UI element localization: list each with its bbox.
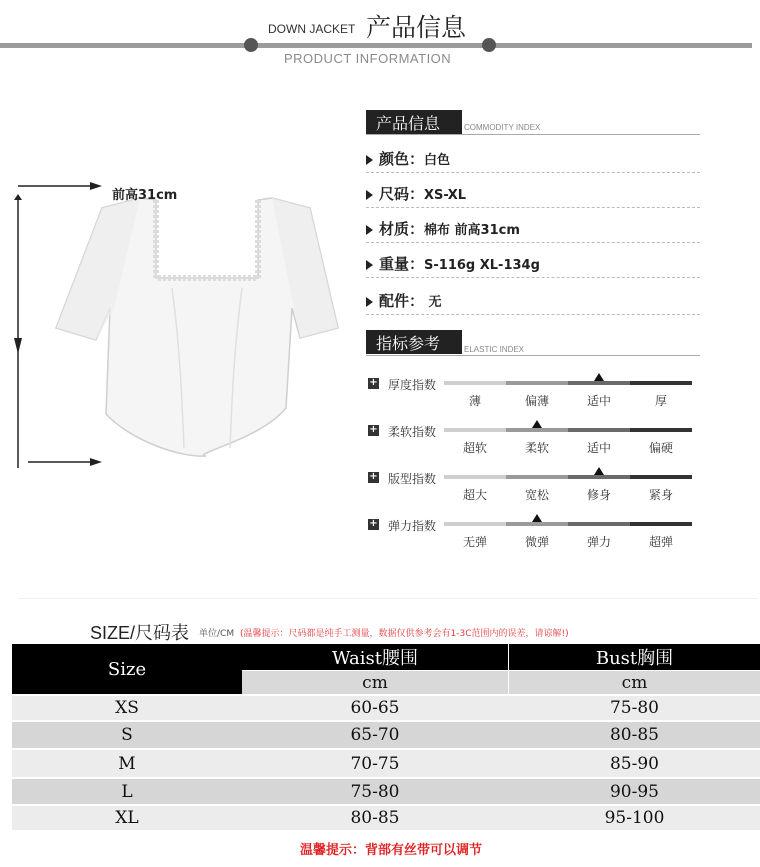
size-section-divider bbox=[18, 598, 758, 599]
size-table-unit: 单位/CM bbox=[199, 629, 235, 639]
garment-illustration bbox=[10, 178, 350, 478]
header-right-dot bbox=[482, 38, 496, 52]
index-segment bbox=[444, 428, 506, 432]
attribute-label: 材质： bbox=[379, 220, 425, 238]
index-rule bbox=[366, 355, 700, 356]
index-segment bbox=[506, 475, 568, 479]
index-level-label: 微弹 bbox=[524, 535, 549, 549]
index-bar-en: ELASTIC INDEX bbox=[464, 345, 525, 354]
index-segment bbox=[630, 381, 692, 385]
index-marker-icon bbox=[532, 514, 542, 522]
index-marker-icon bbox=[594, 467, 604, 475]
triangle-bullet-icon bbox=[366, 260, 373, 270]
header-subtitle: PRODUCT INFORMATION bbox=[284, 51, 452, 66]
index-marker-icon bbox=[594, 373, 604, 381]
table-cell-bust: 80-85 bbox=[609, 725, 659, 745]
index-level-label: 柔软 bbox=[524, 441, 549, 455]
attribute-value: XS-XL bbox=[424, 188, 467, 203]
product-info-bar-en: COMMODITY INDEX bbox=[464, 123, 541, 132]
index-level-label: 薄 bbox=[468, 394, 481, 408]
index-level-label: 适中 bbox=[586, 441, 611, 455]
index-level-label: 超弹 bbox=[648, 535, 673, 549]
index-segment bbox=[506, 381, 568, 385]
index-level-label: 超软 bbox=[462, 441, 487, 455]
index-level-label: 无弹 bbox=[462, 535, 487, 549]
table-cell-bust: 85-90 bbox=[609, 753, 659, 774]
index-name: 柔软指数 bbox=[388, 425, 437, 439]
index-level-label: 偏硬 bbox=[648, 441, 673, 455]
table-cell-waist: 80-85 bbox=[350, 808, 400, 828]
header-title-en: DOWN JACKET bbox=[268, 22, 356, 36]
index-name: 弹力指数 bbox=[388, 519, 437, 533]
product-info-rule bbox=[366, 134, 700, 135]
header-title-zh: 产品信息 bbox=[366, 13, 467, 42]
index-level-label: 适中 bbox=[586, 394, 611, 408]
attribute-row bbox=[366, 183, 466, 204]
attribute-divider bbox=[366, 242, 700, 243]
index-level-label: 修身 bbox=[586, 488, 611, 502]
index-segment bbox=[568, 522, 630, 526]
header-left-dot bbox=[244, 38, 258, 52]
unit-waist: cm bbox=[242, 671, 508, 694]
attribute-row bbox=[366, 290, 442, 311]
bottom-arrow-head bbox=[90, 458, 102, 466]
triangle-bullet-icon bbox=[366, 155, 373, 165]
table-cell-size: S bbox=[121, 725, 133, 745]
index-segment bbox=[568, 381, 630, 385]
attribute-value: S-116g XL-134g bbox=[424, 258, 540, 273]
index-segment bbox=[506, 522, 568, 526]
index-row bbox=[366, 425, 696, 465]
index-level-label: 紧身 bbox=[648, 488, 673, 502]
index-row bbox=[366, 472, 696, 512]
index-name: 厚度指数 bbox=[388, 378, 437, 392]
attribute-divider bbox=[366, 172, 700, 173]
plus-icon: + bbox=[369, 377, 378, 388]
table-cell-waist: 65-70 bbox=[350, 725, 400, 745]
front-length-label: 前高31cm bbox=[112, 188, 178, 203]
attribute-divider bbox=[366, 314, 700, 315]
index-bar: 指标参考 bbox=[366, 330, 462, 354]
table-cell-waist: 60-65 bbox=[350, 698, 400, 718]
attribute-value: 白色 bbox=[424, 153, 451, 168]
triangle-bullet-icon bbox=[366, 225, 373, 235]
attribute-value: 棉布 前高31cm bbox=[424, 223, 520, 238]
index-marker-icon bbox=[532, 420, 542, 428]
header-size: Size bbox=[12, 644, 242, 694]
footer-tip: 温馨提示：背部有丝带可以调节 bbox=[300, 843, 483, 858]
table-cell-waist: 75-80 bbox=[350, 781, 400, 802]
table-cell-bust: 75-80 bbox=[609, 698, 659, 718]
index-name: 版型指数 bbox=[388, 472, 437, 486]
index-segment bbox=[444, 381, 506, 385]
attribute-label: 配件： bbox=[379, 292, 425, 310]
index-row bbox=[366, 519, 696, 559]
table-cell-waist: 70-75 bbox=[350, 753, 400, 774]
product-info-bar: 产品信息 bbox=[366, 110, 462, 134]
index-level-label: 弹力 bbox=[586, 535, 611, 549]
index-row bbox=[366, 378, 696, 418]
attribute-row bbox=[366, 253, 540, 274]
attribute-label: 尺码： bbox=[379, 185, 425, 203]
size-table-title: SIZE/尺码表 bbox=[90, 623, 190, 643]
attribute-label: 颜色： bbox=[379, 150, 425, 168]
table-cell-size: M bbox=[118, 753, 136, 774]
attribute-row bbox=[366, 218, 520, 239]
plus-icon: + bbox=[369, 424, 378, 435]
table-cell-bust: 95-100 bbox=[604, 808, 665, 828]
index-segment bbox=[444, 522, 506, 526]
triangle-bullet-icon bbox=[366, 297, 373, 307]
top-arrow-head bbox=[90, 182, 102, 190]
index-segment bbox=[630, 475, 692, 479]
plus-icon: + bbox=[369, 471, 378, 482]
index-level-label: 偏薄 bbox=[524, 394, 549, 408]
index-segment bbox=[444, 475, 506, 479]
attribute-divider bbox=[366, 277, 700, 278]
triangle-bullet-icon bbox=[366, 190, 373, 200]
table-cell-size: XS bbox=[115, 698, 139, 718]
table-cell-size: L bbox=[121, 781, 133, 802]
unit-bust: cm bbox=[509, 671, 760, 694]
index-level-label: 宽松 bbox=[524, 488, 549, 502]
size-table-warning: (温馨提示：尺码都是纯手工测量，数据仅供参考会有1-3C范围内的误差，请谅解!) bbox=[240, 629, 569, 639]
index-segment bbox=[568, 428, 630, 432]
index-level-label: 厚 bbox=[654, 394, 667, 408]
attribute-value: 无 bbox=[424, 295, 442, 310]
table-cell-bust: 90-95 bbox=[609, 781, 659, 802]
attribute-row bbox=[366, 148, 450, 169]
plus-icon: + bbox=[369, 518, 378, 529]
header-bust: Bust胸围 bbox=[509, 644, 760, 670]
header-waist: Waist腰围 bbox=[242, 644, 508, 670]
index-segment bbox=[630, 428, 692, 432]
attribute-label: 重量： bbox=[379, 255, 425, 273]
index-level-label: 超大 bbox=[462, 488, 487, 502]
attribute-divider bbox=[366, 207, 700, 208]
index-segment bbox=[630, 522, 692, 526]
index-segment bbox=[568, 475, 630, 479]
table-cell-size: XL bbox=[115, 808, 139, 828]
index-segment bbox=[506, 428, 568, 432]
